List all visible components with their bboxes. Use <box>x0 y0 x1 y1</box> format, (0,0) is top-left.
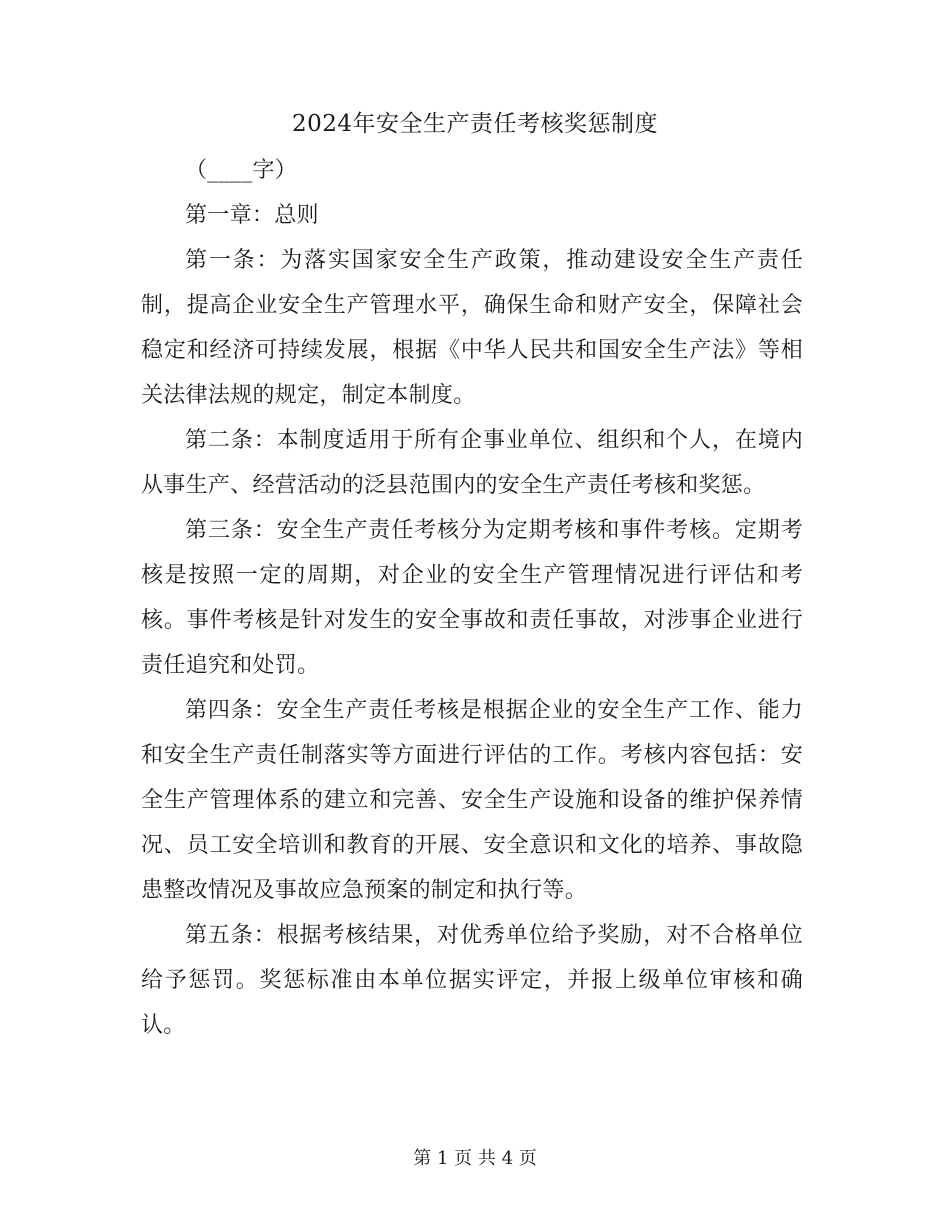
article-4: 第四条：安全生产责任考核是根据企业的安全生产工作、能力和安全生产责任制落实等方面进行评估的工作。考核内容包括：安全生产管理体系的建立和完善、安全生产设施和设备的维护保养情况、员工安全培训和教育的开展、安全意识和文化的培养、事故隐患整改情况及事故应急预案的制定和执行等。 <box>141 698 803 903</box>
article-2: 第二条：本制度适用于所有企事业单位、组织和个人，在境内从事生产、经营活动的泛县范围内的安全生产责任考核和奖惩。 <box>141 428 803 498</box>
article-5: 第五条：根据考核结果，对优秀单位给予奖励，对不合格单位给予惩罚。奖惩标准由本单位据实评定，并报上级单位审核和确认。 <box>141 923 803 1038</box>
article-1: 第一条：为落实国家安全生产政策，推动建设安全生产责任制，提高企业安全生产管理水平，确保生命和财产安全，保障社会稳定和经济可持续发展，根据《中华人民共和国安全生产法》等相关法律法规的规定，制定本制度。 <box>141 248 803 408</box>
document-title: 2024年安全生产责任考核奖惩制度 <box>291 111 659 137</box>
chapter-heading: 第一章：总则 <box>185 203 319 228</box>
word-count-line: （____字） <box>185 158 298 183</box>
page-footer: 第 1 页 共 4 页 <box>413 1148 537 1169</box>
article-3: 第三条：安全生产责任考核分为定期考核和事件考核。定期考核是按照一定的周期，对企业的安全生产管理情况进行评估和考核。事件考核是针对发生的安全事故和责任事故，对涉事企业进行责任追究和处罚。 <box>141 518 803 678</box>
document-body <box>141 148 803 1048</box>
